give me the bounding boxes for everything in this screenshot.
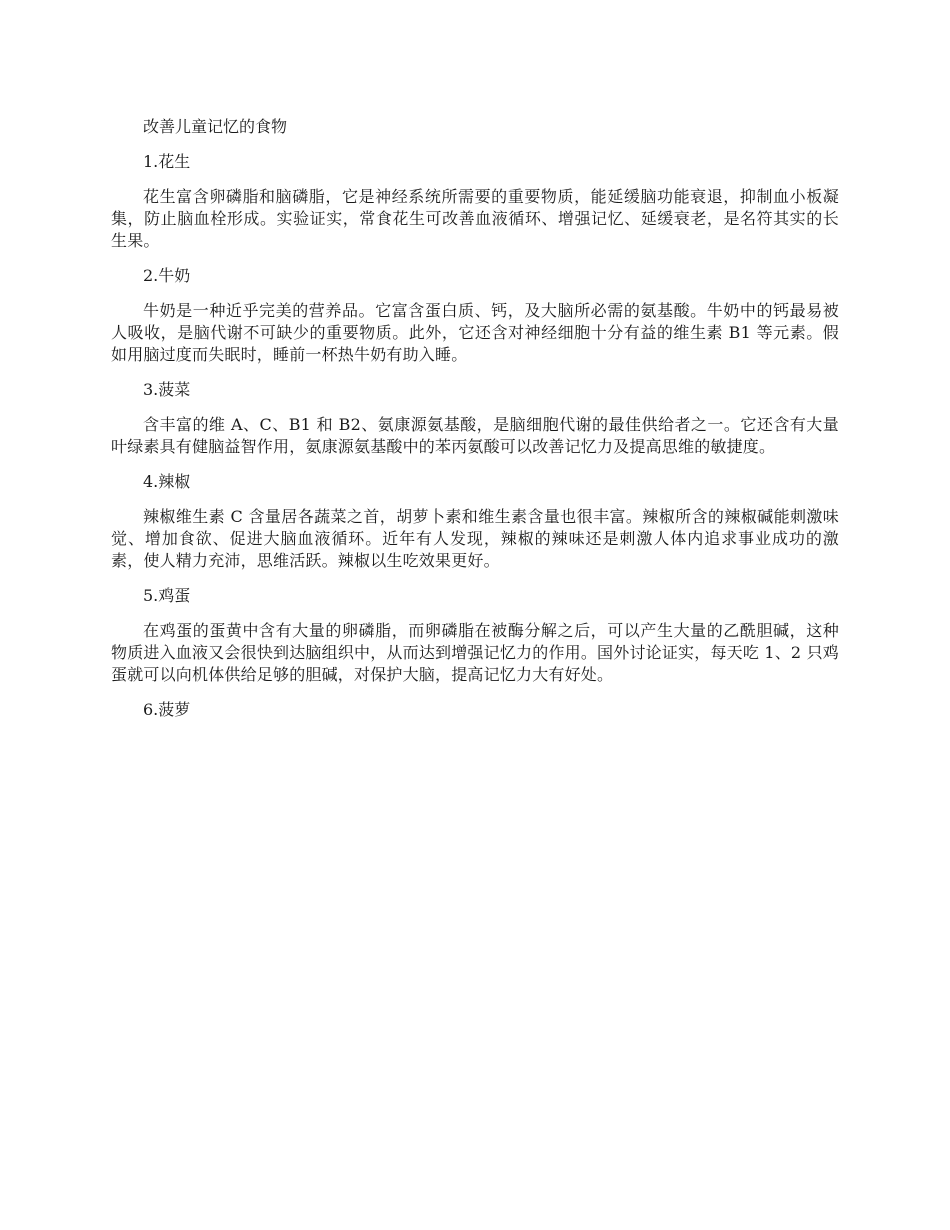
section-body-milk: 牛奶是一种近乎完美的营养品。它富含蛋白质、钙，及大脑所必需的氨基酸。牛奶中的钙最易被人吸收，是脑代谢不可缺少的重要物质。此外，它还含对神经细胞十分有益的维生素 B1 等元素。假如用脑过度而失眠时，睡前一杯热牛奶有助入睡。 [111, 301, 839, 364]
section-heading-peanut: 1.花生 [143, 152, 191, 171]
section-heading-spinach: 3.菠菜 [143, 380, 191, 399]
document-title: 改善儿童记忆的食物 [143, 117, 288, 136]
document-page [111, 116, 839, 734]
section-heading-pineapple: 6.菠萝 [143, 700, 191, 719]
section-heading-chili: 4.辣椒 [143, 472, 191, 491]
section-heading-egg: 5.鸡蛋 [143, 586, 191, 605]
section-heading-milk: 2.牛奶 [143, 266, 191, 285]
section-body-spinach: 含丰富的维 A、C、B1 和 B2、氨康源氨基酸，是脑细胞代谢的最佳供给者之一。它还含有大量叶绿素具有健脑益智作用，氨康源氨基酸中的苯丙氨酸可以改善记忆力及提高思维的敏捷度。 [111, 415, 839, 456]
section-body-chili: 辣椒维生素 C 含量居各蔬菜之首，胡萝卜素和维生素含量也很丰富。辣椒所含的辣椒碱能刺激味觉、增加食欲、促进大脑血液循环。近年有人发现，辣椒的辣味还是刺激人体内追求事业成功的激素，使人精力充沛，思维活跃。辣椒以生吃效果更好。 [111, 507, 839, 570]
section-body-egg: 在鸡蛋的蛋黄中含有大量的卵磷脂，而卵磷脂在被酶分解之后，可以产生大量的乙酰胆碱，这种物质进入血液又会很快到达脑组织中，从而达到增强记忆力的作用。国外讨论证实，每天吃 1、2 只鸡蛋就可以向机体供给足够的胆碱，对保护大脑，提高记忆力大有好处。 [111, 621, 839, 684]
section-body-peanut: 花生富含卵磷脂和脑磷脂，它是神经系统所需要的重要物质，能延缓脑功能衰退，抑制血小板凝集，防止脑血栓形成。实验证实，常食花生可改善血液循环、增强记忆、延缓衰老，是名符其实的长生果。 [111, 187, 839, 250]
